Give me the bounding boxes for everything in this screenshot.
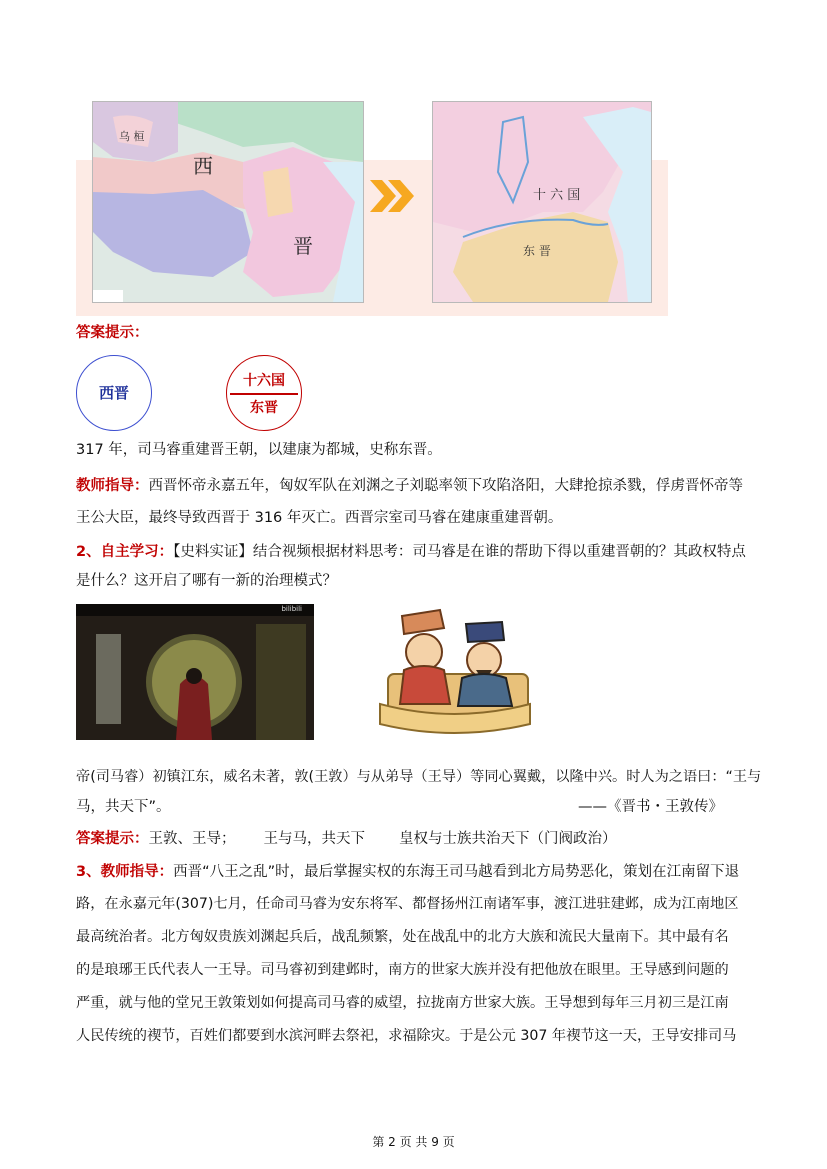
teacher-guidance-1	[76, 476, 743, 496]
map-label-dongjin: 东 晋	[523, 244, 551, 258]
map-label-xi: 西	[193, 154, 213, 178]
badge-sixteen-label: 十六国	[243, 373, 285, 389]
answer-2-label: 答案提示：	[76, 831, 149, 847]
question-2-line-2: 是什么？这开启了哪有一新的治理模式？	[76, 573, 337, 589]
teacher-line-2: 王公大臣，最终导致西晋于 316 年灭亡。西晋宗室司马睿在建康重建晋朝。	[76, 510, 563, 526]
map-label-jin: 晋	[293, 234, 313, 258]
cartoon-illustration	[374, 604, 534, 742]
q3-line-1: 路，在永嘉元年(307)七月，任命司马睿为安东将军、都督扬州江南诸军事，渡江进驻建邺，成为江南地区	[76, 896, 739, 912]
q3-label: 3、教师指导：	[76, 864, 174, 880]
page-footer: 第 2 页 共 9 页	[372, 1135, 455, 1149]
quote-line-2: 马，共天下”。	[76, 799, 171, 815]
answer-2-a2: 王与马，共天下	[263, 831, 365, 847]
sixteen-kingdoms-map	[432, 101, 652, 303]
answer-hint-label: 答案提示：	[76, 325, 149, 341]
quote-line-1: 帝(司马睿）初镇江东，威名未著，敦(王敦）与从弟导（王导）等同心翼戴，以隆中兴。时人为之语曰：“王与	[76, 769, 762, 785]
video-watermark: bilibili	[281, 605, 302, 613]
q3-line-4: 严重，就与他的堂兄王敦策划如何提高司马睿的威望，拉拢南方世家大族。王导想到每年三月初三是江南	[76, 995, 729, 1011]
teacher-label: 教师指导：	[76, 478, 149, 494]
answer-2-a1: 王敦、王导；	[148, 831, 236, 847]
answer-2	[76, 829, 617, 849]
badge-xijin-label: 西晋	[98, 384, 129, 402]
map-label-wuhuan: 乌 桓	[119, 130, 145, 143]
q3-line-2: 最高统治者。北方匈奴贵族刘渊起兵后，战乱频繁，处在战乱中的北方大族和流民大量南下。其中最有名	[76, 929, 729, 945]
badge-xijin	[76, 355, 152, 431]
question-2-label: 2、自主学习：	[76, 544, 174, 560]
question-2-line-1: 【史料实证】结合视频根据材料思考：司马睿是在谁的帮助下得以重建晋朝的？其政权特点	[173, 544, 746, 560]
paragraph-317: 317 年，司马睿重建晋王朝，以建康为都城，史称东晋。	[76, 442, 442, 458]
q3-line-0	[76, 862, 739, 882]
western-jin-map	[92, 101, 364, 303]
map-label-sixteen-kingdoms: 十 六 国	[533, 188, 581, 203]
q3-line-3: 的是琅琊王氏代表人一王导。司马睿初到建邺时，南方的世家大族并没有把他放在眼里。王导感到问题的	[76, 962, 729, 978]
video-thumbnail[interactable]	[76, 604, 314, 740]
answer-2-a3: 皇权与士族共治天下（门阀政治）	[399, 831, 617, 847]
q3-line-5: 人民传统的禊节，百姓们都要到水滨河畔去祭祀，求福除灾。于是公元 307 年禊节这一天，王导安排司马	[76, 1028, 737, 1044]
arrow-chevrons-icon	[368, 176, 418, 216]
q3-line-text-0: 西晋“八王之乱”时，最后掌握实权的东海王司马越看到北方局势恶化，策划在江南留下退	[173, 864, 740, 880]
badge-sixteen-dongjin	[226, 355, 302, 431]
badge-divider	[230, 393, 298, 395]
question-2	[76, 542, 746, 562]
teacher-line-1: 西晋怀帝永嘉五年，匈奴军队在刘渊之子刘聪率领下攻陷洛阳，大肆抢掠杀戮，俘虏晋怀帝等	[148, 478, 743, 494]
badge-dongjin-label: 东晋	[250, 400, 278, 416]
quote-source: ——《晋书・王敦传》	[578, 799, 723, 815]
